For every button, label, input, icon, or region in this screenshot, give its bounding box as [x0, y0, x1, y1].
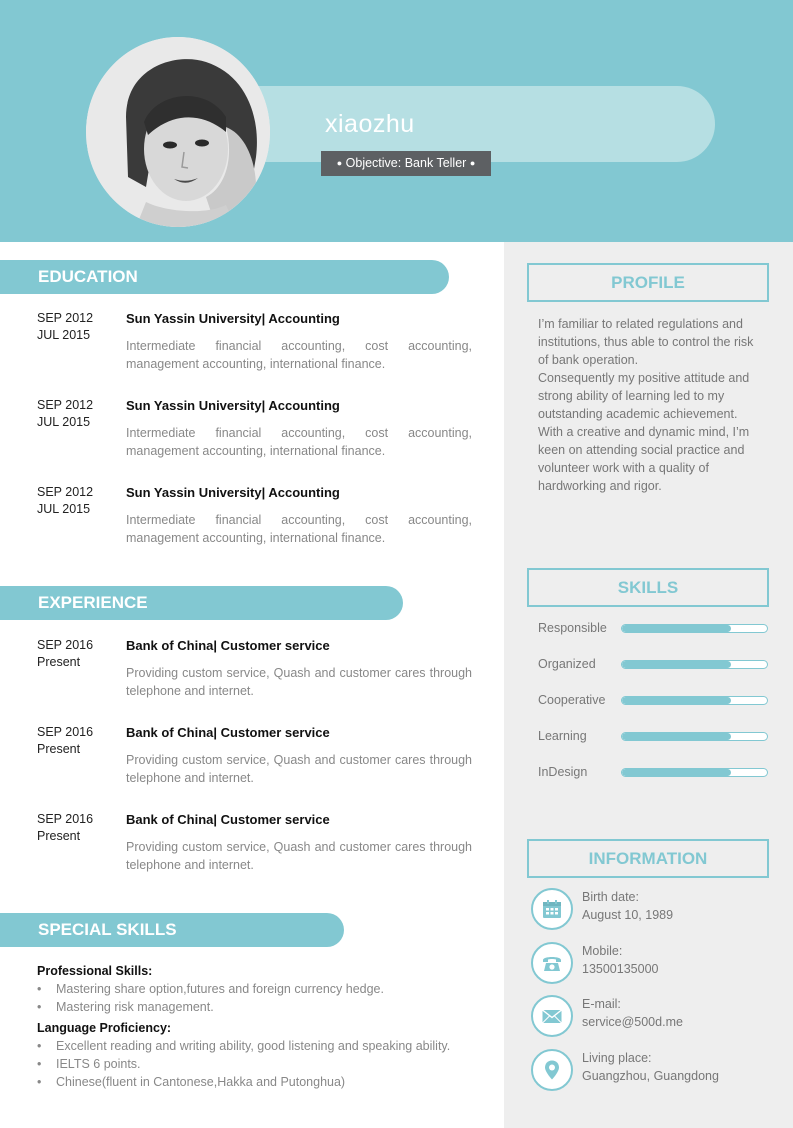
resume-header	[0, 0, 793, 242]
entry-description: Intermediate financial accounting, cost accounting, management accounting, international finance.	[126, 426, 472, 458]
skill-row	[538, 655, 768, 673]
phone-icon	[531, 942, 573, 984]
list-item: • Excellent reading and writing ability, good listening and speaking ability.	[37, 1037, 473, 1055]
portrait-image	[86, 37, 270, 227]
entry-date: SEP 2016 Present	[37, 725, 94, 756]
skill-bar-fill	[622, 661, 731, 668]
skill-bar	[621, 624, 768, 633]
skill-row	[538, 763, 768, 781]
education-heading: EDUCATION	[0, 260, 449, 294]
experience-entry	[37, 811, 473, 881]
special-skills-list	[37, 962, 473, 1091]
info-value: 13500135000	[582, 962, 659, 976]
entry-description: Providing custom service, Quash and customer cares through telephone and internet.	[126, 666, 472, 698]
calendar-icon	[531, 888, 573, 930]
info-birth-date	[531, 888, 771, 932]
education-entry	[37, 310, 473, 380]
info-living-place	[531, 1049, 771, 1093]
profile-paragraph: I’m familiar to related regulations and institutions, thus able to control the risk of bank operation.	[538, 317, 754, 367]
education-entry	[37, 397, 473, 467]
information-heading: INFORMATION	[527, 839, 769, 878]
info-value: August 10, 1989	[582, 908, 674, 922]
skill-bar	[621, 768, 768, 777]
info-key: Living place:	[582, 1051, 652, 1065]
info-email	[531, 995, 771, 1039]
profile-paragraph: Consequently my positive attitude and strong ability of learning led to my outstanding academic achievement.	[538, 371, 750, 421]
skill-bar-fill	[622, 625, 731, 632]
skill-bar	[621, 660, 768, 669]
skill-row	[538, 691, 768, 709]
list-item: • Chinese(fluent in Cantonese,Hakka and Putonghua)	[37, 1073, 473, 1091]
objective-badge	[321, 151, 491, 176]
entry-title: Bank of China| Customer service	[126, 812, 330, 827]
education-entry	[37, 484, 473, 554]
list-item: • IELTS 6 points.	[37, 1055, 473, 1073]
profile-paragraph: With a creative and dynamic mind, I’m keen on attending social practice and volunteer work with a quality of hardworking and rigor.	[538, 425, 750, 493]
objective-text: Objective: Bank Teller	[345, 156, 467, 170]
list-item: • Mastering risk management.	[37, 998, 473, 1016]
skill-label: Organized	[538, 657, 596, 671]
profile-heading: PROFILE	[527, 263, 769, 302]
entry-description: Intermediate financial accounting, cost accounting, management accounting, international finance.	[126, 513, 472, 545]
profile-text	[538, 315, 760, 495]
skill-bar-fill	[622, 733, 731, 740]
entry-description: Providing custom service, Quash and customer cares through telephone and internet.	[126, 840, 472, 872]
professional-skills-label: Professional Skills:	[37, 964, 153, 978]
skill-label: Cooperative	[538, 693, 606, 707]
entry-title: Bank of China| Customer service	[126, 725, 330, 740]
language-proficiency-label: Language Proficiency:	[37, 1021, 172, 1035]
entry-date: SEP 2012 JUL 2015	[37, 398, 94, 429]
info-mobile	[531, 942, 771, 986]
skill-label: Learning	[538, 729, 587, 743]
skill-row	[538, 619, 768, 637]
skill-bar	[621, 732, 768, 741]
entry-title: Sun Yassin University| Accounting	[126, 398, 340, 413]
skill-row	[538, 727, 768, 745]
experience-entry	[37, 637, 473, 707]
entry-title: Bank of China| Customer service	[126, 638, 330, 653]
bullet-icon: ●	[336, 158, 343, 169]
skill-bar-fill	[622, 769, 731, 776]
entry-description: Intermediate financial accounting, cost accounting, management accounting, international finance.	[126, 339, 472, 371]
entry-description: Providing custom service, Quash and customer cares through telephone and internet.	[126, 753, 472, 785]
info-value: service@500d.me	[582, 1015, 683, 1029]
info-value: Guangzhou, Guangdong	[582, 1069, 719, 1083]
bullet-icon: ●	[469, 158, 476, 169]
profile-photo	[86, 37, 270, 227]
skill-label: Responsible	[538, 621, 607, 635]
special-skills-heading: SPECIAL SKILLS	[0, 913, 344, 947]
info-key: E-mail:	[582, 997, 621, 1011]
mail-icon	[531, 995, 573, 1037]
info-key: Birth date:	[582, 890, 639, 904]
entry-title: Sun Yassin University| Accounting	[126, 485, 340, 500]
experience-entry	[37, 724, 473, 794]
skills-heading: SKILLS	[527, 568, 769, 607]
experience-heading: EXPERIENCE	[0, 586, 403, 620]
candidate-name: xiaozhu	[325, 110, 415, 138]
location-icon	[531, 1049, 573, 1091]
skill-label: InDesign	[538, 765, 588, 779]
entry-date: SEP 2016 Present	[37, 812, 94, 843]
skill-bar	[621, 696, 768, 705]
entry-title: Sun Yassin University| Accounting	[126, 311, 340, 326]
entry-date: SEP 2012 JUL 2015	[37, 311, 94, 342]
list-item: • Mastering share option,futures and foreign currency hedge.	[37, 980, 473, 998]
entry-date: SEP 2016 Present	[37, 638, 94, 669]
info-key: Mobile:	[582, 944, 623, 958]
entry-date: SEP 2012 JUL 2015	[37, 485, 94, 516]
skill-bar-fill	[622, 697, 731, 704]
